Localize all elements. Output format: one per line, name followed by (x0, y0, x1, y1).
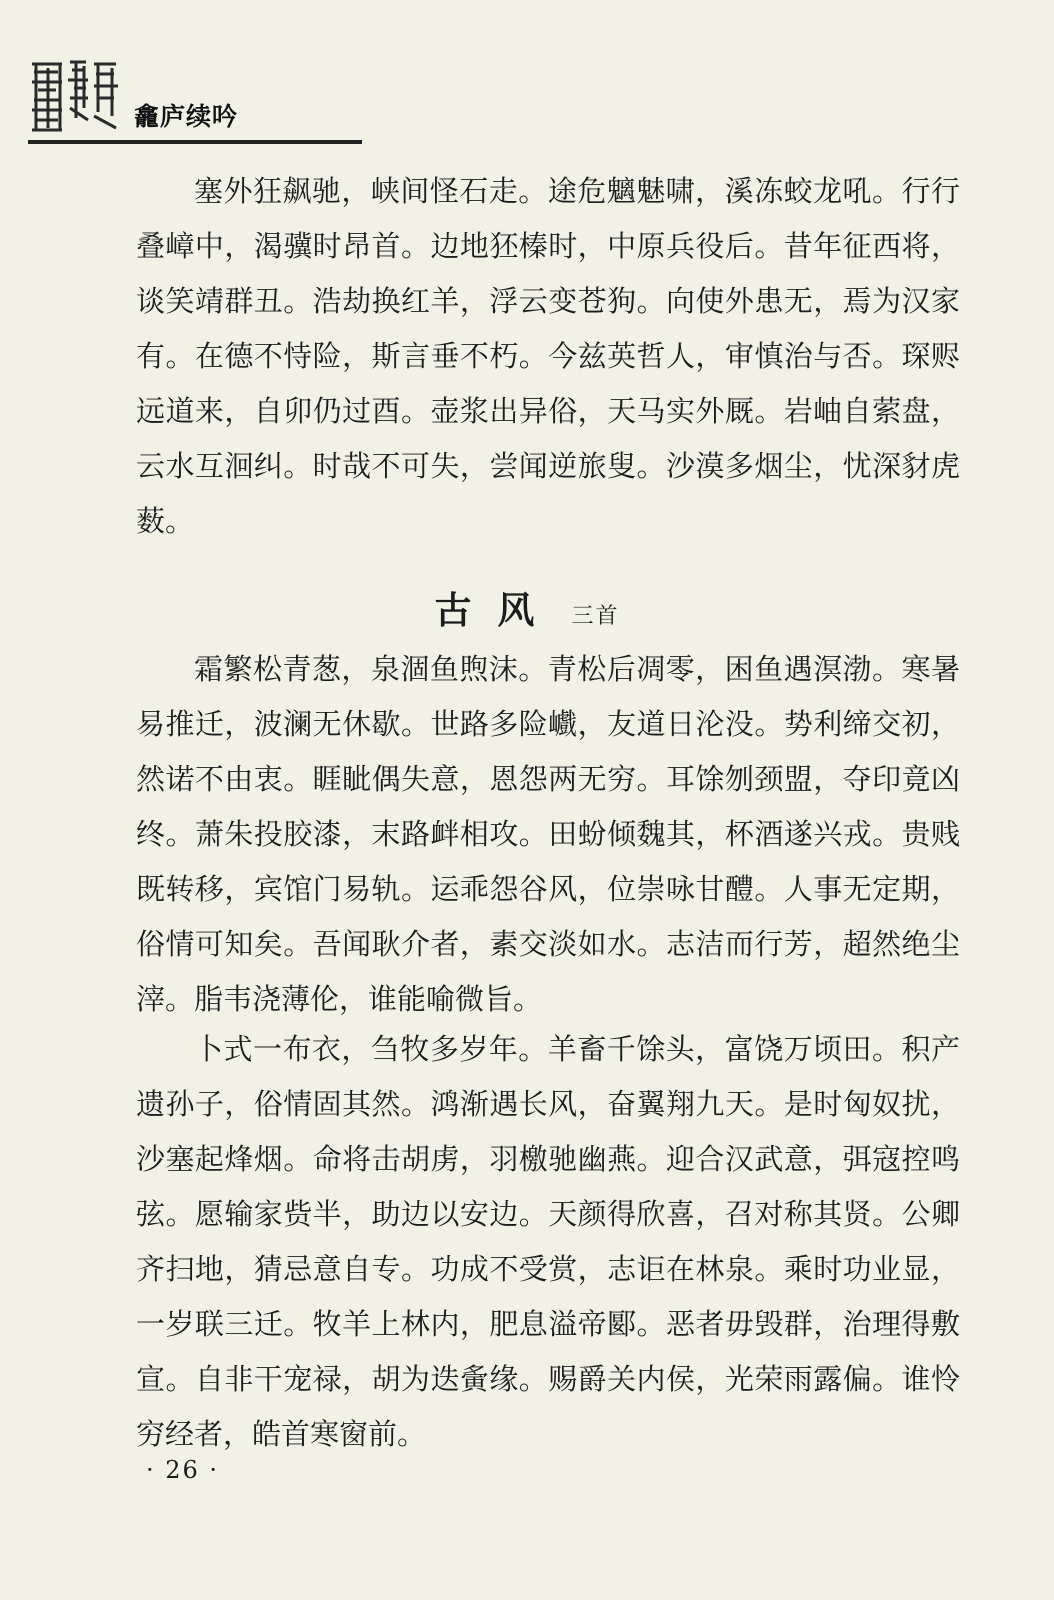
book-title: 龕庐续吟 (134, 102, 239, 131)
poem-three-text: 卜式一布衣，刍牧多岁年。羊畜千馀头，富饶万顷田。积产遗孙子，俗情固其然。鸿渐遇长风，奋翼翔九天。是时匈奴扰，沙塞起烽烟。命将击胡虏，羽檄驰幽燕。迎合汉武意，弭寇控鸣弦。愿输家赀半，助边以安边。天颜得欣喜，召对称其贤。公卿齐扫地，猜忌意自专。功成不受赏，志讵在林泉。乘时功业显，一岁联三迁。牧羊上林内，肥息溢帝郾。恶者毋毁群，治理得敷宣。自非干宠禄，胡为迭夤缘。赐爵关内侯，光荣雨露偏。谁怜穷经者，皓首寒窗前。 (136, 1032, 960, 1451)
header-divider (28, 140, 362, 144)
poem-title: 古风 (434, 588, 561, 632)
section-heading (0, 580, 1054, 634)
poem-subtitle: 三首 (571, 604, 620, 629)
poem-one-text: 塞外狂飙驰，峡间怪石走。途危魑魅啸，溪冻蛟龙吼。行行叠嶂中，渴骥时昂首。边地狉榛时，中原兵役后。昔年征西将，谈笑靖群丑。浩劫换红羊，浮云变苍狗。向使外患无，焉为汉家有。在德不恃险，斯言垂不朽。今兹英哲人，审慎治与否。琛赆远道来，自卯仍过酉。壶浆出异俗，天马实外厩。岩岫自萦盘，云水互洄纠。时哉不可失，尝闻逆旅叟。沙漠多烟尘，忧深豺虎薮。 (136, 174, 960, 538)
poem-two-text: 霜繁松青葱，泉涸鱼煦沫。青松后凋零，困鱼遇溟渤。寒暑易推迁，波澜无休歇。世路多险巇，友道日沦没。势利缔交初，然诺不由衷。睚眦偶失意，恩怨两无穷。耳馀刎颈盟，夺印竟凶终。萧朱投胶漆，末路衅相攻。田蚡倾魏其，杯酒遂兴戎。贵贱既转移，宾馆门易轨。运乖怨谷风，位崇咏甘醴。人事无定期，俗情可知矣。吾闻耿介者，素交淡如水。志洁而行芳，超然绝尘滓。脂韦浇薄伦，谁能喻微旨。 (136, 652, 960, 1016)
seal-logo-icon (28, 58, 120, 134)
page-number: · 26 · (146, 1456, 220, 1484)
